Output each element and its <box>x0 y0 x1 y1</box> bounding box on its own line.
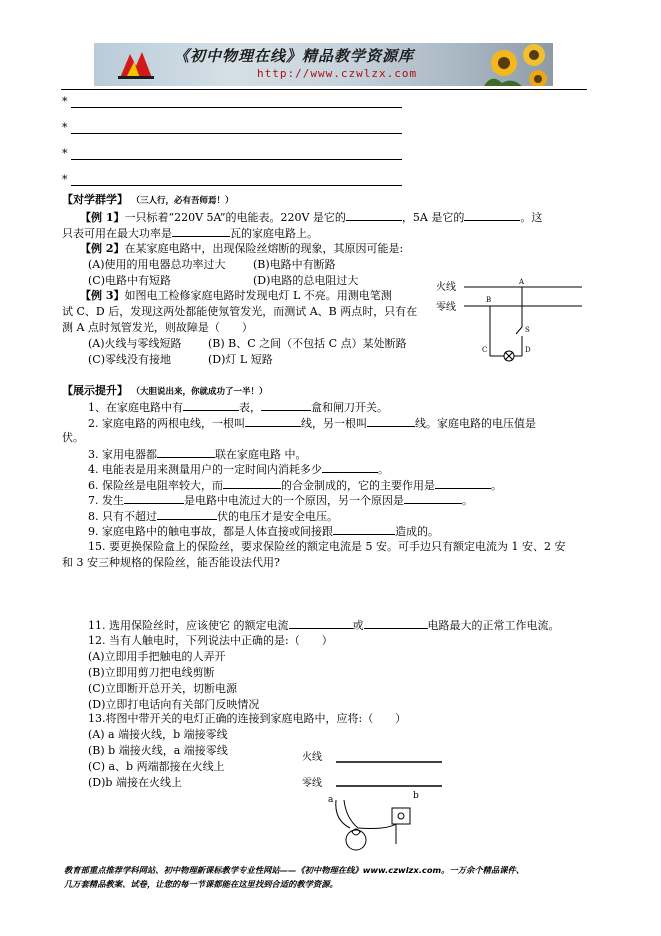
answer-blank[interactable] <box>333 524 395 535</box>
answer-blank[interactable] <box>289 618 353 629</box>
example-2-text: 在某家庭电路中，出现保险丝熔断的现象，其原因可能是: <box>124 242 404 255</box>
option: (C)立即断开总开关，切断电源 <box>88 682 237 695</box>
blank-line <box>71 185 402 186</box>
example-2 <box>80 242 403 256</box>
footer-line: 教育部重点推荐学科网站、初中物理新课标教学专业性网站——《初中物理在线》www.czwlzx.com。一万余个精品课件、 <box>64 865 525 875</box>
question-7 <box>88 493 473 508</box>
question-text: 伏的电压才是安全电压。 <box>217 510 338 523</box>
question-text: 7. 发生 <box>88 494 124 507</box>
question-text: 6. 保险丝是电阻率较大，而 <box>88 479 223 492</box>
zero-line-label: 零线 <box>302 778 322 789</box>
section-heading <box>62 193 234 208</box>
answer-blank[interactable] <box>245 416 301 427</box>
option: (B)立即用剪刀把电线剪断 <box>88 666 215 679</box>
header-rule <box>61 89 587 90</box>
example-1 <box>80 210 542 225</box>
question-text: 8. 只有不超过 <box>88 510 157 523</box>
node-label: S <box>525 326 530 334</box>
question-2 <box>88 416 536 431</box>
question-text: 造成的。 <box>395 525 439 538</box>
question-text: 表， <box>239 401 261 414</box>
zhanshi-heading: 【展示提升】 <box>62 384 128 397</box>
question-text: 。 <box>462 494 473 507</box>
option: (B) b 端接火线，a 端接零线 <box>88 744 228 757</box>
question-6 <box>88 478 502 493</box>
answer-blank[interactable] <box>172 226 230 237</box>
example-3-text: 如图电工检修家庭电路时发现电灯 L 不亮。用测电笔测 <box>124 289 392 302</box>
answer-blank[interactable] <box>157 447 215 458</box>
question-15: 15. 要更换保险盒上的保险丝，要求保险丝的额定电流是 5 安。可手边只有额定电流为 1 安、2 安 <box>88 540 566 553</box>
question-text: 或 <box>352 619 364 632</box>
question-9 <box>88 524 439 539</box>
answer-blank[interactable] <box>322 462 378 473</box>
answer-blank[interactable] <box>261 400 311 411</box>
answer-blank[interactable] <box>435 478 491 489</box>
answer-blank[interactable] <box>124 493 184 504</box>
question-text: 4. 电能表是用来测量用户的一定时间内消耗多少 <box>88 463 322 476</box>
example-1-line-2 <box>62 226 318 241</box>
answer-blank[interactable] <box>367 416 415 427</box>
question-text: 9. 家庭电路中的触电事故，都是人体直接或间接跟 <box>88 525 333 538</box>
node-label: A <box>519 278 525 286</box>
answer-blank[interactable] <box>157 509 217 520</box>
option: (D)b 端接在火线上 <box>88 776 182 789</box>
question-text: 。 <box>378 463 389 476</box>
blank-line <box>71 159 402 160</box>
example-1-text: 一只标着“220V 5A”的电能表。220V 是它的 <box>124 211 346 224</box>
dui-xue-note: （三人行，必有吾师焉！） <box>131 196 234 206</box>
question-text: 电路最大的正常工作电流。 <box>427 619 560 632</box>
question-13: 13.将图中带开关的电灯正确的连接到家庭电路中，应将:（ ） <box>88 712 407 725</box>
question-4 <box>88 462 389 477</box>
question-1 <box>88 400 388 415</box>
node-label: D <box>525 346 531 354</box>
option: (D)灯 L 短路 <box>208 353 273 366</box>
question-text: 3. 家用电器都 <box>88 448 157 461</box>
circuit-diagram-1 <box>434 272 584 370</box>
zhanshi-note: （大胆说出来，你就成功了一半！） <box>131 387 268 397</box>
header-banner <box>94 43 553 86</box>
answer-blank[interactable] <box>223 478 281 489</box>
answer-blank[interactable] <box>346 210 402 221</box>
terminal-a-label: a <box>328 795 334 805</box>
option: (B)电路中有断路 <box>253 258 336 271</box>
node-label: B <box>486 296 492 304</box>
example-2-label: 【例 2】 <box>80 242 125 255</box>
dui-xue-heading: 【对学群学】 <box>62 193 128 206</box>
question-15: 和 3 安三种规格的保险丝，能否能设法代用? <box>62 556 280 569</box>
example-1-text: ，5A 是它的 <box>401 211 465 224</box>
option: (C)零线没有接地 <box>88 353 171 366</box>
footer-line: 几万套精品教案、试卷，让您的每一节课都能在这里找到合适的教学资源。 <box>64 879 338 889</box>
banner-title: 《初中物理在线》精品教学资源库 <box>174 47 415 65</box>
banner-url: http://www.czwlzx.com <box>257 67 418 80</box>
example-1-text: 只表可用在最大功率是 <box>62 227 172 240</box>
fire-line-label: 火线 <box>302 752 322 763</box>
example-3-text: 测 A 点时氖管发光，则故障是（ ） <box>62 321 253 334</box>
answer-blank[interactable] <box>404 493 462 504</box>
bullet: * <box>62 147 68 160</box>
sunflower-icon <box>482 43 553 86</box>
bullet: * <box>62 173 68 186</box>
option: (B) B、C 之间（不包括 C 点）某处断路 <box>208 337 407 350</box>
option: (C) a、b 两端都接在火线上 <box>88 760 225 773</box>
section-heading <box>62 384 268 399</box>
bullet: * <box>62 121 68 134</box>
question-text: 2. 家庭电路的两根电线，一根叫 <box>88 417 245 430</box>
question-text: 线，另一根叫 <box>301 417 367 430</box>
question-text: 是电路中电流过大的一个原因，另一个原因是 <box>184 494 404 507</box>
example-3-text: 试 C、D 后，发现这两处都能使氖管发光，而测试 A、B 两点时，只有在 <box>62 305 418 318</box>
blank-line <box>71 133 402 134</box>
terminal-b-label: b <box>413 791 419 801</box>
fire-line-label: 火线 <box>436 282 456 293</box>
answer-blank[interactable] <box>183 400 239 411</box>
example-1-label: 【例 1】 <box>80 211 125 224</box>
example-1-text: 瓦的家庭电路上。 <box>230 227 318 240</box>
circuit-diagram-2 <box>296 748 446 856</box>
bullet: * <box>62 95 68 108</box>
question-text: 线。家庭电路的电压值是 <box>415 417 536 430</box>
blank-line <box>71 107 402 108</box>
example-3 <box>80 289 392 303</box>
option: (C)电路中有短路 <box>88 274 171 287</box>
option: (A)使用的用电器总功率过大 <box>88 258 226 271</box>
answer-blank[interactable] <box>364 618 428 629</box>
option: (A)立即用手把触电的人弄开 <box>88 650 226 663</box>
question-text: 11. 选用保险丝时，应该使它 的额定电流 <box>88 619 289 632</box>
question-text: 的合金制成的，它的主要作用是 <box>281 479 435 492</box>
question-text: 盒和闸刀开关。 <box>311 401 388 414</box>
question-3 <box>88 447 307 462</box>
logo-icon <box>116 48 156 82</box>
option: (A) a 端接火线，b 端接零线 <box>88 728 228 741</box>
answer-blank[interactable] <box>464 210 520 221</box>
example-1-text: 。这 <box>520 211 543 224</box>
question-text: 联在家庭电路 中。 <box>215 448 307 461</box>
option: (D)电路的总电阻过大 <box>253 274 359 287</box>
question-text: 伏。 <box>62 431 84 444</box>
zero-line-label: 零线 <box>436 302 456 313</box>
example-3-label: 【例 3】 <box>80 289 125 302</box>
question-11 <box>88 618 560 633</box>
question-12: 12. 当有人触电时，下列说法中正确的是:（ ） <box>88 634 333 647</box>
option: (A)火线与零线短路 <box>88 337 182 350</box>
option: (D)立即打电话向有关部门反映情况 <box>88 698 260 711</box>
question-text: 。 <box>491 479 502 492</box>
question-8 <box>88 509 338 524</box>
node-label: C <box>482 346 488 354</box>
question-text: 1、在家庭电路中有 <box>88 401 183 414</box>
